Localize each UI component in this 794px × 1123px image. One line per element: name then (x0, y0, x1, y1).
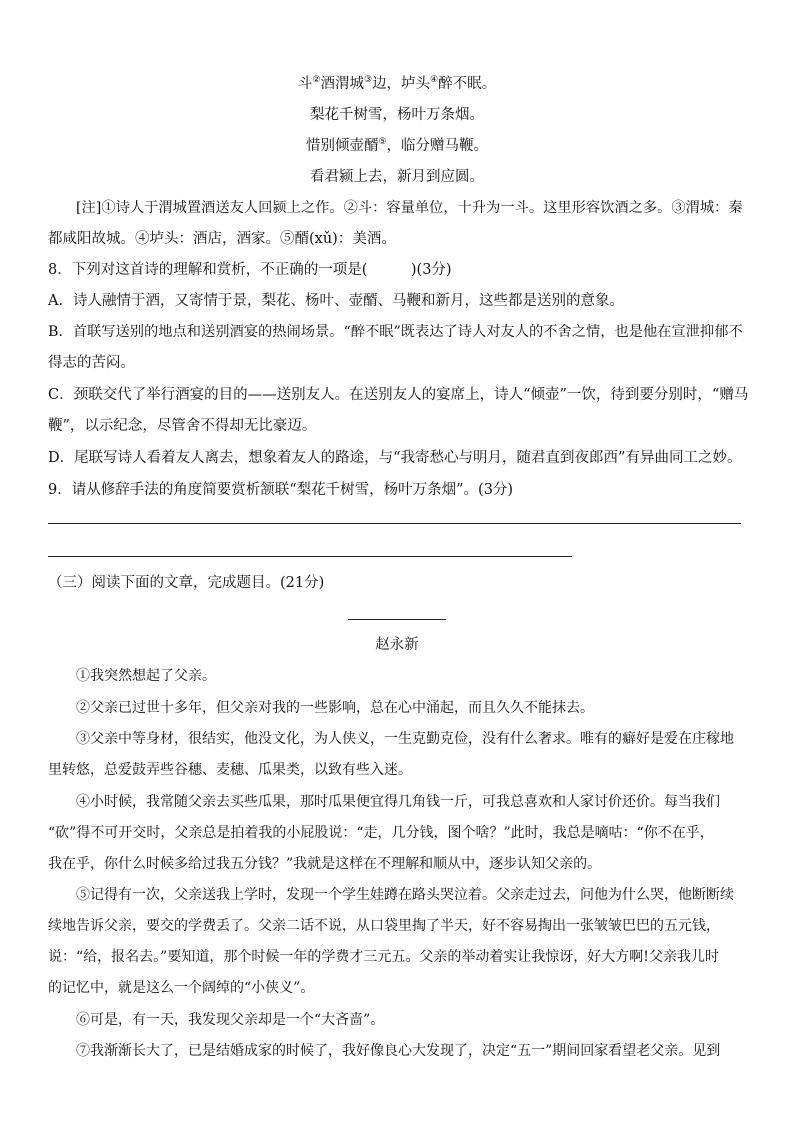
question-8-option-a: A．诗人融情于酒，又寄情于景，梨花、杨叶、壶醑、马鞭和新月，这些都是送别的意象。 (48, 293, 624, 309)
poem-line-2: 梨花千树雪，杨叶万条烟。 (310, 107, 484, 123)
article-paragraph-3-line-1: ③父亲中等身材，很结实，他没文化，为人侠义，一生克勤克俭，没有什么奢求。唯有的癖好是爱在庄稼地 (76, 731, 734, 747)
article-paragraph-5-line-4: 的记忆中，就是这么一个阔绰的“小侠义”。 (48, 980, 315, 996)
article-paragraph-6: ⑥可是，有一天，我发现父亲却是一个“大吝啬”。 (76, 1012, 385, 1028)
article-paragraph-4-line-1: ④小时候，我常随父亲去买些瓜果，那时瓜果便宜得几角钱一斤，可我总喜欢和人家讨价还价。每当我们 (76, 794, 720, 810)
article-paragraph-5-line-1: ⑤记得有一次，父亲送我上学时，发现一个学生娃蹲在路头哭泣着。父亲走过去，问他为什么哭，他断断续 (76, 887, 734, 903)
article-paragraph-5-line-3: 说：“给，报名去。”要知道，那个时候一年的学费才三元五。父亲的举动着实让我惊讶，好大方啊!父亲我儿时 (48, 949, 719, 965)
question-8-stem: 8．下列对这首诗的理解和赏析，不正确的一项是( )(3分) (48, 262, 452, 278)
answer-line-2 (48, 556, 572, 557)
question-8-option-c-line-1: C．颈联交代了举行酒宴的目的——送别友人。在送别友人的宴席上，诗人“倾壶”一饮，待到要分别时，“赠马 (48, 387, 749, 403)
title-blank-line (348, 619, 446, 620)
article-paragraph-4-line-3: 我在乎，你什么时候多给过我五分钱？”我就是这样在不理解和顺从中，逐步认知父亲的。 (48, 856, 602, 872)
poem-note-line-2: 都咸阳故城。④垆头：酒店，酒家。⑤醑(xǔ)：美酒。 (48, 231, 396, 247)
poem-line-4: 看君颍上去，新月到应圆。 (310, 169, 484, 185)
question-8-option-b-line-1: B．首联写送别的地点和送别酒宴的热闹场景。“醉不眠”既表达了诗人对友人的不舍之情，也是他在宣泄抑郁不 (48, 324, 743, 340)
article-paragraph-1: ①我突然想起了父亲。 (76, 668, 216, 684)
article-author: 赵永新 (375, 637, 419, 653)
article-paragraph-2: ②父亲已过世十多年，但父亲对我的一些影响，总在心中涌起，而且久久不能抹去。 (76, 700, 594, 716)
article-paragraph-7-line-1: ⑦我渐渐长大了，已是结婚成家的时候了，我好像良心大发现了，决定“五一”期间回家看望老父亲。见到 (76, 1043, 721, 1059)
answer-line-1 (48, 523, 741, 524)
question-8-option-b-line-2: 得志的苦闷。 (48, 355, 135, 371)
section-3-heading: （三）阅读下面的文章，完成题目。(21分) (48, 575, 325, 591)
question-8-option-d: D．尾联写诗人看着友人离去，想象着友人的路途，与“我寄愁心与明月，随君直到夜郎西”有异曲同工之妙。 (48, 450, 742, 466)
article-paragraph-4-line-2: “砍”得不可开交时，父亲总是拍着我的小屁股说：“走，几分钱，图个啥？”此时，我总是嘀咕：“你不在乎， (48, 825, 714, 841)
article-paragraph-3-line-2: 里转悠，总爱鼓弄些谷穗、麦穗、瓜果类，以致有些入迷。 (48, 762, 412, 778)
poem-line-1: 斗②酒渭城③边，垆头④醉不眠。 (297, 75, 497, 92)
article-paragraph-5-line-2: 续地告诉父亲，要交的学费丢了。父亲二话不说，从口袋里掏了半天，好不容易掏出一张皱皱巴巴的五元钱， (48, 918, 720, 934)
poem-line-3: 惜别倾壶醑⑤，临分赠马鞭。 (305, 137, 489, 154)
question-9-stem: 9．请从修辞手法的角度简要赏析颔联“梨花千树雪，杨叶万条烟”。(3分) (48, 482, 514, 498)
question-8-option-c-line-2: 鞭”，以示纪念，尽管舍不得却无比豪迈。 (48, 418, 317, 434)
poem-note-line-1: [注]①诗人于渭城置酒送友人回颍上之作。②斗：容量单位，十升为一斗。这里形容饮酒之多。③渭城：秦 (76, 200, 743, 216)
